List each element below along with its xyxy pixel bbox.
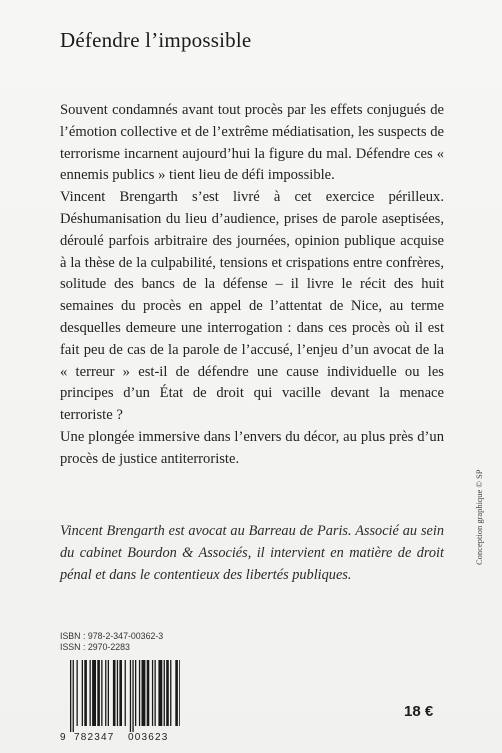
- barcode-right-group: 003623: [128, 732, 169, 743]
- blurb: [60, 100, 444, 471]
- barcode-bar: [90, 660, 91, 726]
- barcode-bar: [101, 660, 102, 726]
- price: 18 €: [404, 703, 434, 720]
- barcode-bar: [113, 660, 116, 726]
- barcode-bar: [119, 660, 122, 726]
- isbn-block: [60, 631, 163, 653]
- barcode-bar: [164, 660, 165, 726]
- barcode-bar: [166, 660, 169, 726]
- barcode-bar: [135, 660, 136, 726]
- isbn-number: ISBN : 978-2-347-00362-3: [60, 631, 164, 641]
- barcode-bar: [97, 660, 100, 726]
- book-title: Défendre l’impossible: [60, 28, 252, 52]
- barcode-bar: [108, 660, 109, 726]
- barcode-bar: [179, 660, 180, 726]
- barcode-bar: [105, 660, 106, 726]
- barcode-bar: [125, 660, 126, 726]
- barcode-bar: [142, 660, 146, 726]
- barcode-bar: [92, 660, 96, 726]
- barcode-bar: [77, 660, 78, 726]
- barcode-bar: [158, 660, 162, 726]
- issn-number: ISSN : 2970-2283: [60, 642, 130, 652]
- barcode-bar: [70, 660, 71, 732]
- design-credit: Conception graphique © SP: [474, 469, 484, 565]
- barcode-bar: [132, 660, 133, 732]
- blurb-paragraph-2: Vincent Brengarth s’est livré à cet exercice périlleux. Déshumanisation du lieu d’audience, prises de parole aseptisées, déroulé parfois arbitraire des journées, opinion publique acquise à la thèse de la culpabilité, tensions et crispations entre confrères, solitude des bancs de la défense – il livre le récit des huit semaines du procès en appel de l’attentat de Nice, au terme desquelles demeure une interrogation : dans ces procès où il est fait peu de cas de la parole de l’accusé, l’enjeu d’un avocat de la « terreur » est-il de défendre une cause individuelle ou les principes d’un État de droit qui vacille devant la menace terroriste ?: [60, 189, 444, 424]
- barcode-bars: [70, 660, 180, 732]
- barcode-bar: [152, 660, 153, 726]
- author-bio: Vincent Brengarth est avocat au Barreau de Paris. Associé au sein du cabinet Bourdon & Associés, il intervient en matière de droit pénal et dans le contentieux des libertés publiques.: [60, 523, 444, 583]
- barcode-bar: [82, 660, 83, 726]
- barcode-bar: [170, 660, 171, 726]
- barcode-bar: [175, 660, 178, 726]
- barcode-bar: [155, 660, 156, 726]
- barcode-bar: [130, 660, 131, 732]
- barcode-left-group: 782347: [74, 732, 115, 743]
- blurb-paragraph-3: Une plongée immersive dans l’envers du décor, au plus près d’un procès de justice antiterroriste.: [60, 428, 444, 467]
- blurb-paragraph-1: Souvent condamnés avant tout procès par les effets conjugués de l’émotion collective et de l’extrême médiatisation, les suspects de terrorisme incarnent aujourd’hui la figure du mal. Défendre ces « ennemis publics » tient lieu de défi impossible.: [60, 102, 444, 184]
- barcode-bar: [117, 660, 118, 726]
- barcode-bar: [147, 660, 150, 726]
- barcode-bar: [139, 660, 140, 726]
- barcode-bar: [73, 660, 74, 732]
- barcode-first-digit: 9: [60, 732, 67, 743]
- barcode-bar: [84, 660, 87, 726]
- barcode: [60, 660, 182, 743]
